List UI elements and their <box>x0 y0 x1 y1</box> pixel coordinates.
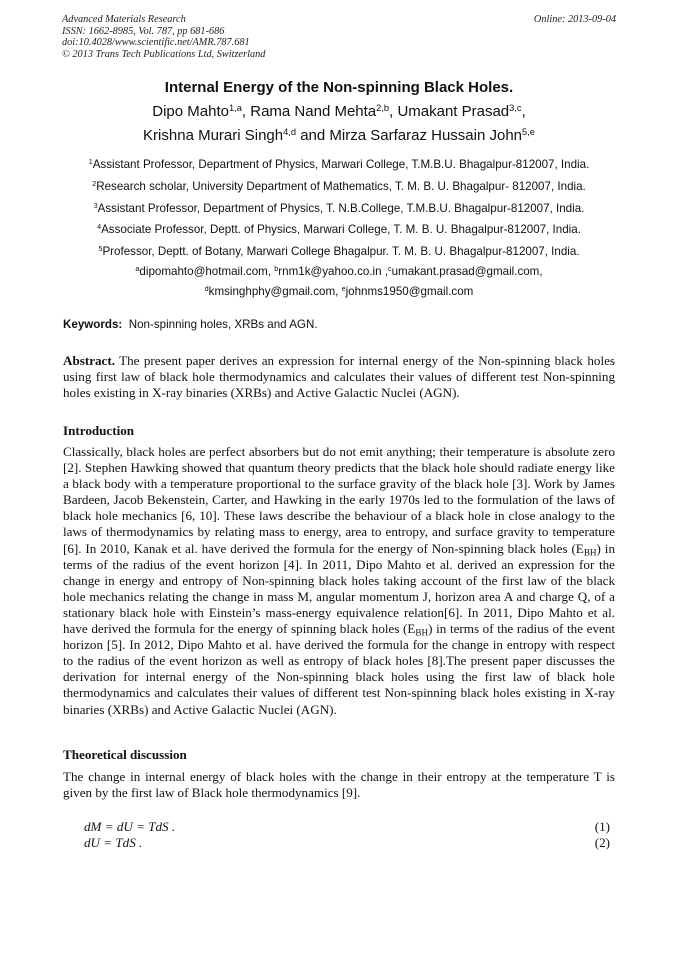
intro-text: ) in terms of the radius of the event horizon [5]. In 2012, Dipo Mahto et al. have derived the formula for the change in entropy with respect to the radius of the event horizon as well as entropy of black holes [8].The present paper discusses the derivation for internal energy of the Non-spinning black holes using the first law of black hole thermodynamics and calculates their values of different test Non-spinning black holes existing in X-ray binaries (XRBs) and Active Galactic Nuclei (AGN). <box>63 621 615 717</box>
copyright-line: © 2013 Trans Tech Publications Ltd, Switzerland <box>62 48 266 60</box>
affiliation-text: Associate Professor, Deptt. of Physics, Marwari College, T. M. B. U. Bhagalpur-812007, India. <box>101 223 581 237</box>
author-sup: 2,b <box>376 102 390 113</box>
author-sep: , <box>521 103 526 120</box>
email-link[interactable]: kmsinghphy@gmail.com, <box>208 285 342 298</box>
issn-line: ISSN: 1662-8985, Vol. 787, pp 681-686 <box>62 25 225 37</box>
affiliation-text: Research scholar, University Department of Mathematics, T. M. B. U. Bhagalpur- 812007, India. <box>96 179 586 193</box>
introduction-heading: Introduction <box>63 423 135 438</box>
author-line-1 <box>0 100 678 124</box>
affiliation-text: Assistant Professor, Department of Physics, T. N.B.College, T.M.B.U. Bhagalpur-812007, India. <box>97 201 585 215</box>
keywords-text: Non-spinning holes, XRBs and AGN. <box>122 318 318 331</box>
affiliation-list <box>0 154 678 263</box>
journal-info <box>62 14 616 60</box>
affiliation-sup: 3 <box>93 200 98 210</box>
doi-line: doi:10.4028/www.scientific.net/AMR.787.681 <box>62 37 250 49</box>
equation-number: (1) <box>594 819 610 834</box>
theoretical-heading: Theoretical discussion <box>63 747 187 762</box>
author-name: Umakant Prasad <box>397 103 510 120</box>
theoretical-body: The change in internal energy of black holes with the change in their entropy at the temperature T is given by the first law of Black hole thermodynamics [9]. <box>63 769 615 801</box>
author-name: Krishna Murari Singh <box>143 127 284 144</box>
author-name: Dipo Mahto <box>152 103 229 120</box>
email-sup: d <box>204 284 209 294</box>
equation-expr: dM = dU = TdS . <box>84 819 176 834</box>
equation-expr: dU = TdS . <box>84 835 143 850</box>
introduction-body <box>63 444 615 718</box>
author-sup: 5,e <box>522 126 535 137</box>
affiliation-sup: 1 <box>88 157 93 167</box>
email-sup: b <box>274 264 279 274</box>
affiliation-sup: 2 <box>92 178 97 188</box>
author-sup: 3,c <box>509 102 522 113</box>
affiliation-sup: 5 <box>98 244 103 254</box>
author-line-2 <box>0 124 678 148</box>
author-name: Rama Nand Mehta <box>250 103 377 120</box>
author-name: Mirza Sarfaraz Hussain John <box>329 127 522 144</box>
author-sep: and <box>296 127 330 144</box>
affiliation <box>0 198 678 220</box>
affiliation-text: Professor, Deptt. of Botany, Marwari College Bhagalpur. T. M. B. U. Bhagalpur-812007, India. <box>102 245 580 259</box>
email-sup: c <box>388 264 392 274</box>
email-sup: a <box>135 264 140 274</box>
intro-text: Classically, black holes are perfect absorbers but do not emit anything; their temperature is absolute zero [2]. Stephen Hawking showed that quantum theory predicts that the black hole should radiate energy like a black body with a temperature proportional to the surface gravity of the black hole [3]. Work by James Bardeen, Jacob Bekenstein, Carter, and Hawking in the early 1970s led to the formulation of the laws of black hole mechanics [6, 10]. These laws describe the behaviour of a black hole in close analogy to the laws of thermodynamics by relating mass to energy, area to entropy, and surface gravity to temperature [6]. In 2010, Kanak et al. have derived the formula for the energy of Non-spinning black holes (E <box>63 444 615 556</box>
online-date: Online: 2013-09-04 <box>533 14 616 25</box>
affiliation <box>0 154 678 176</box>
equation-1 <box>84 819 610 835</box>
intro-text: ) in terms of the radius of the event horizon [4]. In 2011, Dipo Mahto et al. derived an expression for the change in energy and entropy of Non-spinning black holes taking account of the first law of the black hole mechanics relating the change in mass M, angular momentum J, horizon area A and charge Q, of a stationary black hole with Einstein’s mass-energy equivalence relation[6]. In 2011, Dipo Mahto et al. have derived the formula for the energy of spinning black holes (E <box>63 540 615 637</box>
affiliation <box>0 176 678 198</box>
author-sep: , <box>389 103 398 120</box>
author-sup: 1,a <box>228 102 242 113</box>
affiliation <box>0 241 678 263</box>
email-line-1 <box>0 262 678 282</box>
keywords-label: Keywords: <box>63 318 123 331</box>
email-link[interactable]: johnms1950@gmail.com <box>345 285 474 298</box>
email-link[interactable]: umakant.prasad@gmail.com, <box>391 265 543 278</box>
author-sep: , <box>241 103 251 120</box>
email-list <box>0 262 678 302</box>
affiliation <box>0 219 678 241</box>
affiliation-text: Assistant Professor, Department of Physics, Marwari College, T.M.B.U. Bhagalpur-812007, India. <box>92 158 590 171</box>
author-list <box>0 100 678 148</box>
intro-subscript: BH <box>583 546 597 557</box>
keywords <box>63 318 615 331</box>
email-line-2 <box>0 282 678 302</box>
paper-title: Internal Energy of the Non-spinning Black Holes. <box>164 79 514 96</box>
email-link[interactable]: rnm1k@yahoo.co.in , <box>278 265 389 278</box>
abstract <box>63 353 615 401</box>
journal-name: Advanced Materials Research <box>62 14 186 25</box>
affiliation-sup: 4 <box>97 222 102 232</box>
equation-number: (2) <box>594 835 610 850</box>
equation-2 <box>84 835 610 851</box>
abstract-label: Abstract. <box>63 353 115 368</box>
intro-subscript: BH <box>415 627 429 638</box>
author-sup: 4,d <box>283 126 297 137</box>
email-link[interactable]: dipomahto@hotmail.com, <box>139 265 275 278</box>
email-sup: e <box>341 284 346 294</box>
abstract-text: The present paper derives an expression for internal energy of the Non-spinning black holes using first law of black hole thermodynamics and calculates their values of different test Non-spinning holes existing in X-ray binaries (XRBs) and Active Galactic Nuclei (AGN). <box>63 353 615 401</box>
running-header <box>62 14 616 60</box>
